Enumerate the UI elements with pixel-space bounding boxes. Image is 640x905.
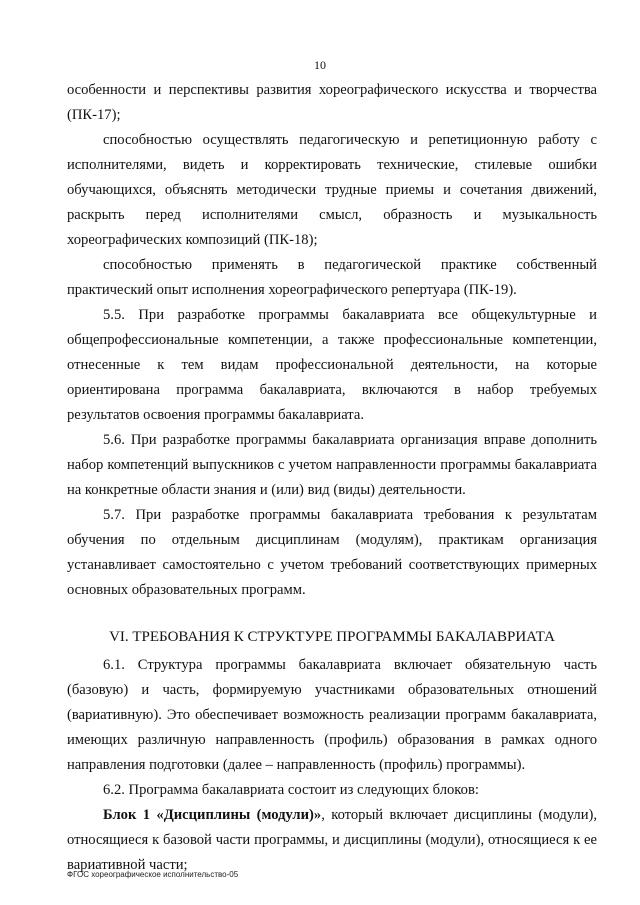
block1-title: Блок 1 «Дисциплины (модули)» [103,807,322,823]
paragraph-pk17: особенности и перспективы развития хореографического искусства и творчества (ПК-17); [67,82,597,123]
section-heading: VI. ТРЕБОВАНИЯ К СТРУКТУРЕ ПРОГРАММЫ БАКАЛАВРИАТА [109,629,555,645]
paragraph-5-7: 5.7. При разработке программы бакалавриата требования к результатам обучения по отдельным дисциплинам (модулям), практикам организация устанавливает самостоятельно с учетом требований соответствующих примерных основных образовательных программ. [67,507,597,598]
paragraph-block1 [67,803,597,878]
paragraph-6-1: 6.1. Структура программы бакалавриата включает обязательную часть (базовую) и часть, формируемую участниками образовательных отношений (вариативную). Это обеспечивает возможность реализации программ бакалавриата, имеющих различную направленность (профиль) образования в рамках одного направления подготовки (далее – направленность (профиль) программы). [67,657,597,773]
paragraph-6-2: 6.2. Программа бакалавриата состоит из следующих блоков: [103,782,479,798]
paragraph-pk19: способностью применять в педагогической практике собственный практический опыт исполнения хореографического репертуара (ПК-19). [67,257,597,298]
page-number: 10 [314,58,326,72]
paragraph-5-6: 5.6. При разработке программы бакалавриата организация вправе дополнить набор компетенций выпускников с учетом направленности программы бакалавриата на конкретные области знания и (или) вид (виды) деятельности. [67,432,597,498]
document-body [67,78,597,878]
block1-text: , который включает дисциплины (модули), относящиеся к базовой части программы, и дисциплины (модули), относящиеся к ее вариативной части; [67,807,598,873]
footer-label: ФГОС хореографическое исполнительство-05 [67,870,239,879]
paragraph-pk18: способностью осуществлять педагогическую и репетиционную работу с исполнителями, видеть и корректировать технические, стилевые ошибки обучающихся, объяснять методически трудные приемы и сочетания движений, раскрыть перед исполнителями смысл, образность и музыкальность хореографических композиций (ПК-18); [67,132,597,248]
paragraph-5-5: 5.5. При разработке программы бакалавриата все общекультурные и общепрофессиональные компетенции, а также профессиональные компетенции, отнесенные к тем видам профессиональной деятельности, на которые ориентирована программа бакалавриата, включаются в набор требуемых результатов освоения программы бакалавриата. [67,307,597,423]
